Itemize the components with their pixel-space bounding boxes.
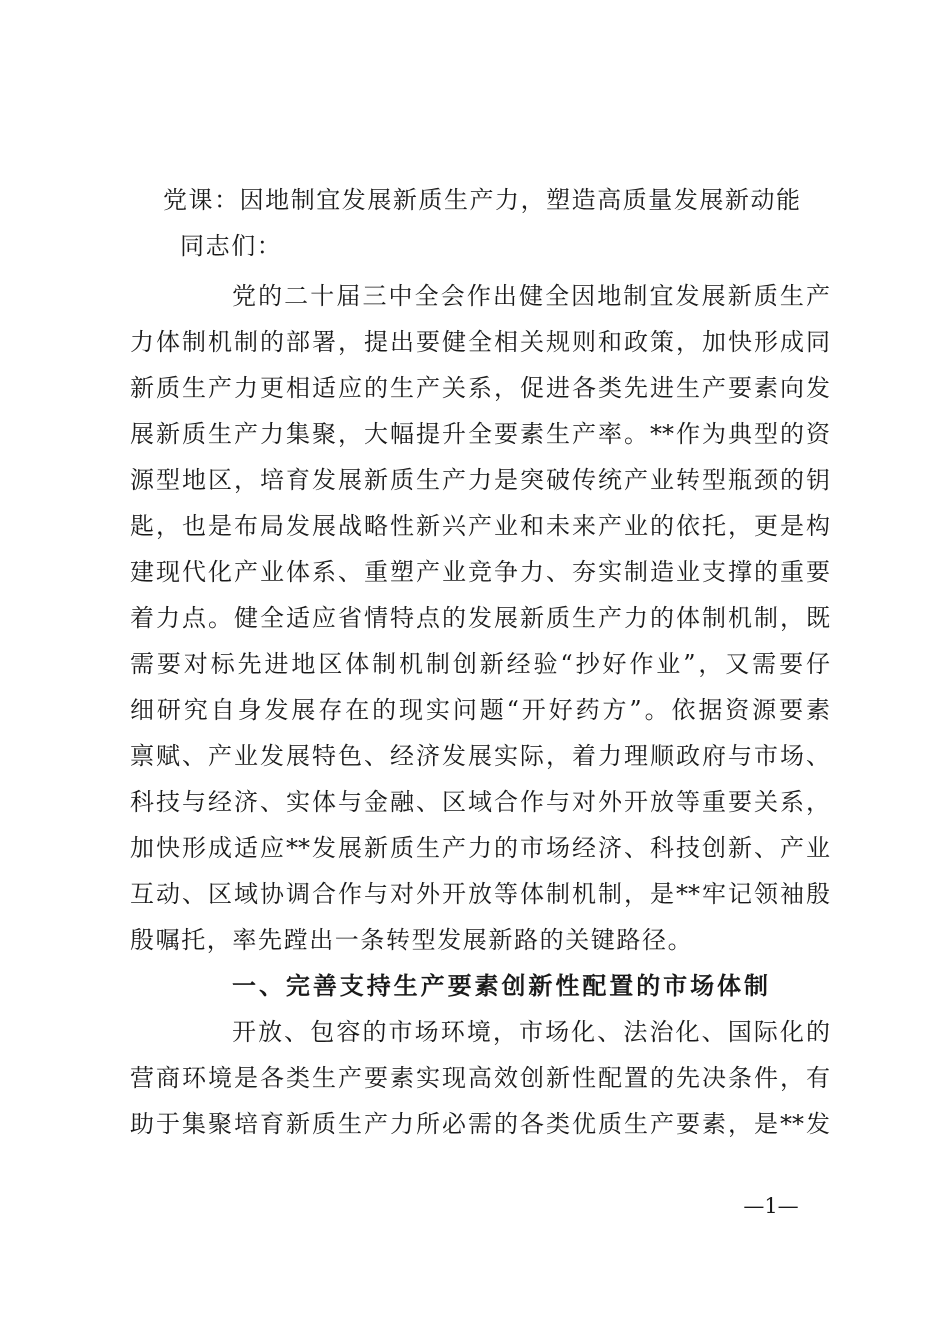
paragraph-line: 科技与经济、实体与金融、区域合作与对外开放等重要关系， [130,788,830,816]
paragraph-line: 党的二十届三中全会作出健全因地制宜发展新质生产 [232,282,830,310]
paragraph-line: 禀赋、产业发展特色、经济发展实际，着力理顺政府与市场、 [130,742,830,770]
paragraph-line: 殷嘱托，率先蹚出一条转型发展新路的关键路径。 [130,926,694,954]
page-number: —1— [743,1194,799,1218]
paragraph-line: 助于集聚培育新质生产力所必需的各类优质生产要素，是**发 [130,1110,830,1138]
greeting: 同志们： [180,232,283,260]
paragraph-line: 源型地区，培育发展新质生产力是突破传统产业转型瓶颈的钥 [130,466,830,494]
paragraph-line: 新质生产力更相适应的生产关系，促进各类先进生产要素向发 [130,374,830,402]
paragraph-line: 加快形成适应**发展新质生产力的市场经济、科技创新、产业 [130,834,830,862]
paragraph-line: 细研究自身发展存在的现实问题“开好药方”。依据资源要素 [130,696,830,724]
section-heading: 一、完善支持生产要素创新性配置的市场体制 [232,972,768,1000]
paragraph-line: 需要对标先进地区体制机制创新经验“抄好作业”，又需要仔 [130,650,830,678]
paragraph-line: 展新质生产力集聚，大幅提升全要素生产率。**作为典型的资 [130,420,830,448]
document-title: 党课：因地制宜发展新质生产力，塑造高质量发展新动能 [163,186,800,214]
paragraph-line: 互动、区域协调合作与对外开放等体制机制，是**牢记领袖殷 [130,880,830,908]
paragraph-line: 力体制机制的部署，提出要健全相关规则和政策，加快形成同 [130,328,830,356]
paragraph-line: 建现代化产业体系、重塑产业竞争力、夯实制造业支撑的重要 [130,558,830,586]
paragraph-line: 营商环境是各类生产要素实现高效创新性配置的先决条件，有 [130,1064,830,1092]
paragraph-line: 着力点。健全适应省情特点的发展新质生产力的体制机制，既 [130,604,830,632]
paragraph-line: 开放、包容的市场环境，市场化、法治化、国际化的 [232,1018,830,1046]
paragraph-line: 匙，也是布局发展战略性新兴产业和未来产业的依托，更是构 [130,512,830,540]
